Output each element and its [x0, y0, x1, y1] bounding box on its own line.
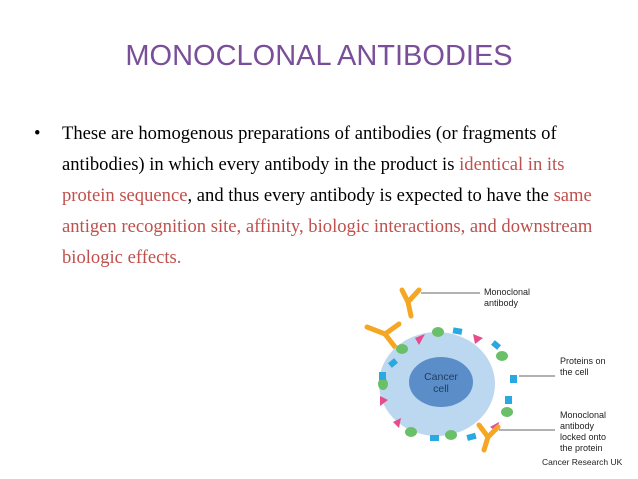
highlight-identical-sequence: identical in its protein sequence	[62, 154, 565, 206]
bullet-text-part-2: , and thus every antibody is expected to have the	[187, 185, 554, 206]
label-locked-1: Monoclonal	[560, 410, 607, 420]
label-monoclonal-antibody-2: antibody	[484, 298, 519, 308]
image-credit: Cancer Research UK	[542, 457, 623, 467]
label-proteins-1: Proteins on	[560, 356, 606, 366]
label-locked-2: antibody	[560, 421, 595, 431]
highlight-same-recognition-site: same antigen recognition site, affinity, biologic interactions, and downstream biologic effects.	[62, 185, 593, 268]
bullet-text-part-1: These are homogenous preparations of antibodies (or fragments of antibodies) in which every antibody in the product is	[62, 123, 557, 175]
label-monoclonal-antibody-1: Monoclonal	[484, 287, 531, 297]
bullet-item	[34, 118, 609, 273]
floating-antibody-icon	[367, 324, 399, 347]
cell-label-line-1: Cancer	[424, 371, 458, 383]
bullet-marker: •	[34, 123, 41, 144]
slide-title: MONOCLONAL ANTIBODIES	[125, 40, 513, 72]
label-locked-3: locked onto	[560, 432, 607, 442]
slide-body	[34, 118, 609, 273]
label-proteins-2: the cell	[560, 367, 589, 377]
bullet-text	[62, 118, 609, 273]
cell-label-line-2: cell	[433, 383, 449, 395]
free-antibody-icon	[402, 290, 419, 316]
bound-antibody-icon	[479, 425, 498, 450]
monoclonal-antibody-diagram	[355, 272, 638, 472]
label-locked-4: the protein	[560, 443, 603, 453]
